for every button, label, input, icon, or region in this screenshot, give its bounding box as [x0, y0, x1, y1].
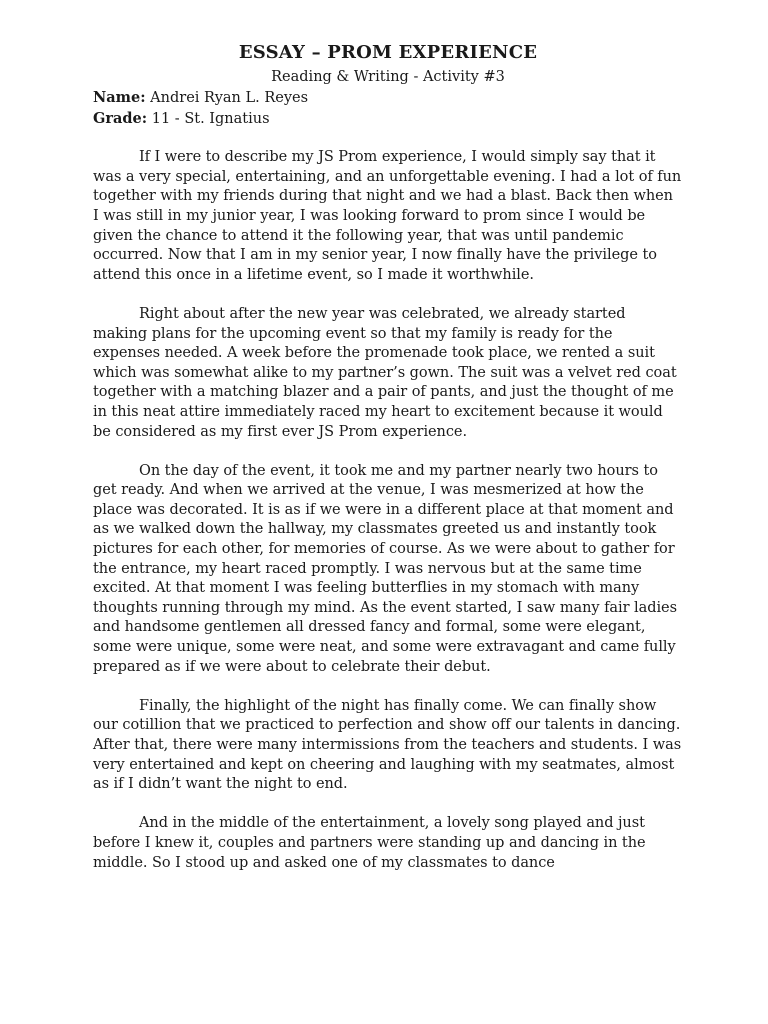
- paragraph-2: Right about after the new year was celebrated, we already started making plans for the upcoming event so that my family is ready for the expenses needed. A week before the promenade took place, we rented a suit which was somewhat alike to my partner’s gown. The suit was a velvet red coat together with a matching blazer and a pair of pants, and just the thought of me in this neat attire immediately raced my heart to excitement because it would be considered as my first ever JS Prom experience.: [93, 305, 677, 440]
- essay-page: [93, 40, 683, 893]
- paragraph-5: And in the middle of the entertainment, a lovely song played and just before I knew it, couples and partners were standing up and dancing in the middle. So I stood up and asked one of my classmates to dance: [93, 815, 646, 871]
- name-value: Andrei Ryan L. Reyes: [145, 90, 309, 106]
- name-label: Name:: [93, 89, 146, 106]
- essay-title: ESSAY – PROM EXPERIENCE: [238, 42, 538, 63]
- grade-label: Grade:: [93, 109, 148, 127]
- paragraph-4: Finally, the highlight of the night has finally come. We can finally show our cotillion that we practiced to perfection and show off our talents in dancing. After that, there were many intermissions from the teachers and students. I was very entertained and kept on cheering and laughing with my seatmates, almost as if I didn’t want the night to end.: [93, 697, 682, 793]
- grade-value: 11 - St. Ignatius: [147, 110, 270, 127]
- paragraph-1: If I were to describe my JS Prom experience, I would simply say that it was a very special, entertaining, and an unforgettable evening. I had a lot of fun together with my friends during that night and we had a blast. Back then when I was still in my junior year, I was looking forward to prom since I would be given the chance to attend it the following year, that was until pandemic occurred. Now that I am in my senior year, I now finally have the privilege to attend this once in a lifetime event, so I made it worthwhile.: [93, 149, 682, 283]
- essay-subtitle: Reading & Writing - Activity #3: [271, 69, 505, 85]
- grade-line: [93, 109, 683, 130]
- essay-body: [93, 148, 683, 873]
- paragraph-3: On the day of the event, it took me and my partner nearly two hours to get ready. And when we arrived at the venue, I was mesmerized at how the place was decorated. It is as if we were in a different place at that moment and as we walked down the hallway, my classmates greeted us and instantly took pictures for each other, for memories of course. As we were about to gather for the entrance, my heart raced promptly. I was nervous but at the same time excited. At that moment I was feeling butterflies in my stomach with many thoughts running through my mind. As the event started, I saw many fair ladies and handsome gentlemen all dressed fancy and formal, some were elegant, some were unique, some were neat, and some were extravagant and came fully prepared as if we were about to celebrate their debut.: [93, 462, 677, 675]
- name-line: [93, 88, 683, 109]
